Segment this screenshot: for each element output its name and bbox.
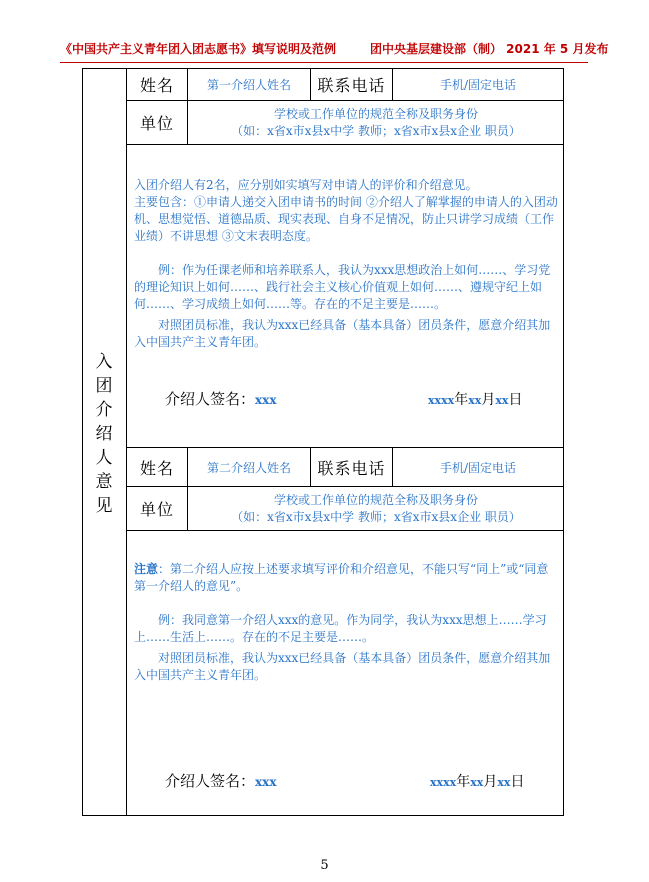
column-divider	[126, 68, 127, 816]
phone-label: 联系电话	[317, 76, 386, 95]
unit-label: 单位	[139, 114, 174, 133]
header-rule	[60, 62, 588, 63]
introducer2-date[interactable]: xxxx年xx月xx日	[430, 774, 525, 790]
header-title: 《中国共产主义青年团入团志愿书》填写说明及范例	[60, 42, 337, 56]
unit-label: 单位	[139, 500, 174, 519]
introducer1-unit-field[interactable]: 学校或工作单位的规范全称及职务身份 （如：x省x市x县x中学 教师；x省x市x县x企业 职员）	[231, 106, 521, 138]
introducer2-signature[interactable]: 介绍人签名：xxx	[165, 772, 277, 790]
side-label-introducer-opinion: 入 团 介 绍 人 意 见	[95, 352, 113, 516]
introducer1-phone-field[interactable]: 手机/固定电话	[439, 78, 517, 92]
introducer2-name-field[interactable]: 第二介绍人姓名	[206, 460, 291, 475]
introducer2-opinion-text[interactable]: 注意：第二介绍人应按上述要求填写评价和介绍意见，不能只写“同上”或“同意第一介绍人的意见”。 例：我同意第一介绍人xxx的意见。作为同学，我认为xxx思想上……学习上……生活上……。存在的不足主要是……。 对照团员标准，我认为xxx已经具备（基本具备）团员条件，愿意介绍其加入中国共产主义青年团。	[134, 562, 551, 682]
introducer1-date[interactable]: xxxx年xx月xx日	[428, 392, 523, 408]
introducer1-name-field[interactable]: 第一介绍人姓名	[206, 78, 291, 92]
introducer2-phone-field[interactable]: 手机/固定电话	[439, 460, 517, 475]
page-number: 5	[320, 858, 329, 873]
phone-label: 联系电话	[317, 458, 386, 478]
introducer1-opinion-text[interactable]: 入团介绍人有2名，应分别如实填写对申请人的评价和介绍意见。 主要包含：①申请人递交入团申请书的时间 ②介绍人了解掌握的申请人的入团动机、思想觉悟、道德品质、现实表现、自身不足情况，防止只讲学习成绩（工作业绩）不讲思想 ③文末表明态度。 例：作为任课老师和培养联系人，我认为xxx思想政治上如何……、学习党的理论知识上如何……、践行社会主义核心价值观上如何……、遵规守纪上如何……、学习成绩上如何……等。存在的不足主要是……。 对照团员标准，我认为xxx已经具备（基本具备）团员条件，愿意介绍其加入中国共产主义青年团。	[134, 178, 558, 349]
name-label: 姓名	[139, 76, 174, 95]
note-label: 注意	[134, 562, 159, 576]
introducer1-signature[interactable]: 介绍人签名：xxx	[165, 390, 277, 408]
name-label: 姓名	[139, 458, 174, 478]
introducer2-unit-field[interactable]: 学校或工作单位的规范全称及职务身份 （如：x省x市x县x中学 教师；x省x市x县x企业 职员）	[231, 492, 521, 524]
row-divider	[126, 530, 564, 531]
row-divider	[126, 144, 564, 145]
header-publisher: 团中央基层建设部（制） 2021 年 5 月发布	[370, 42, 609, 56]
